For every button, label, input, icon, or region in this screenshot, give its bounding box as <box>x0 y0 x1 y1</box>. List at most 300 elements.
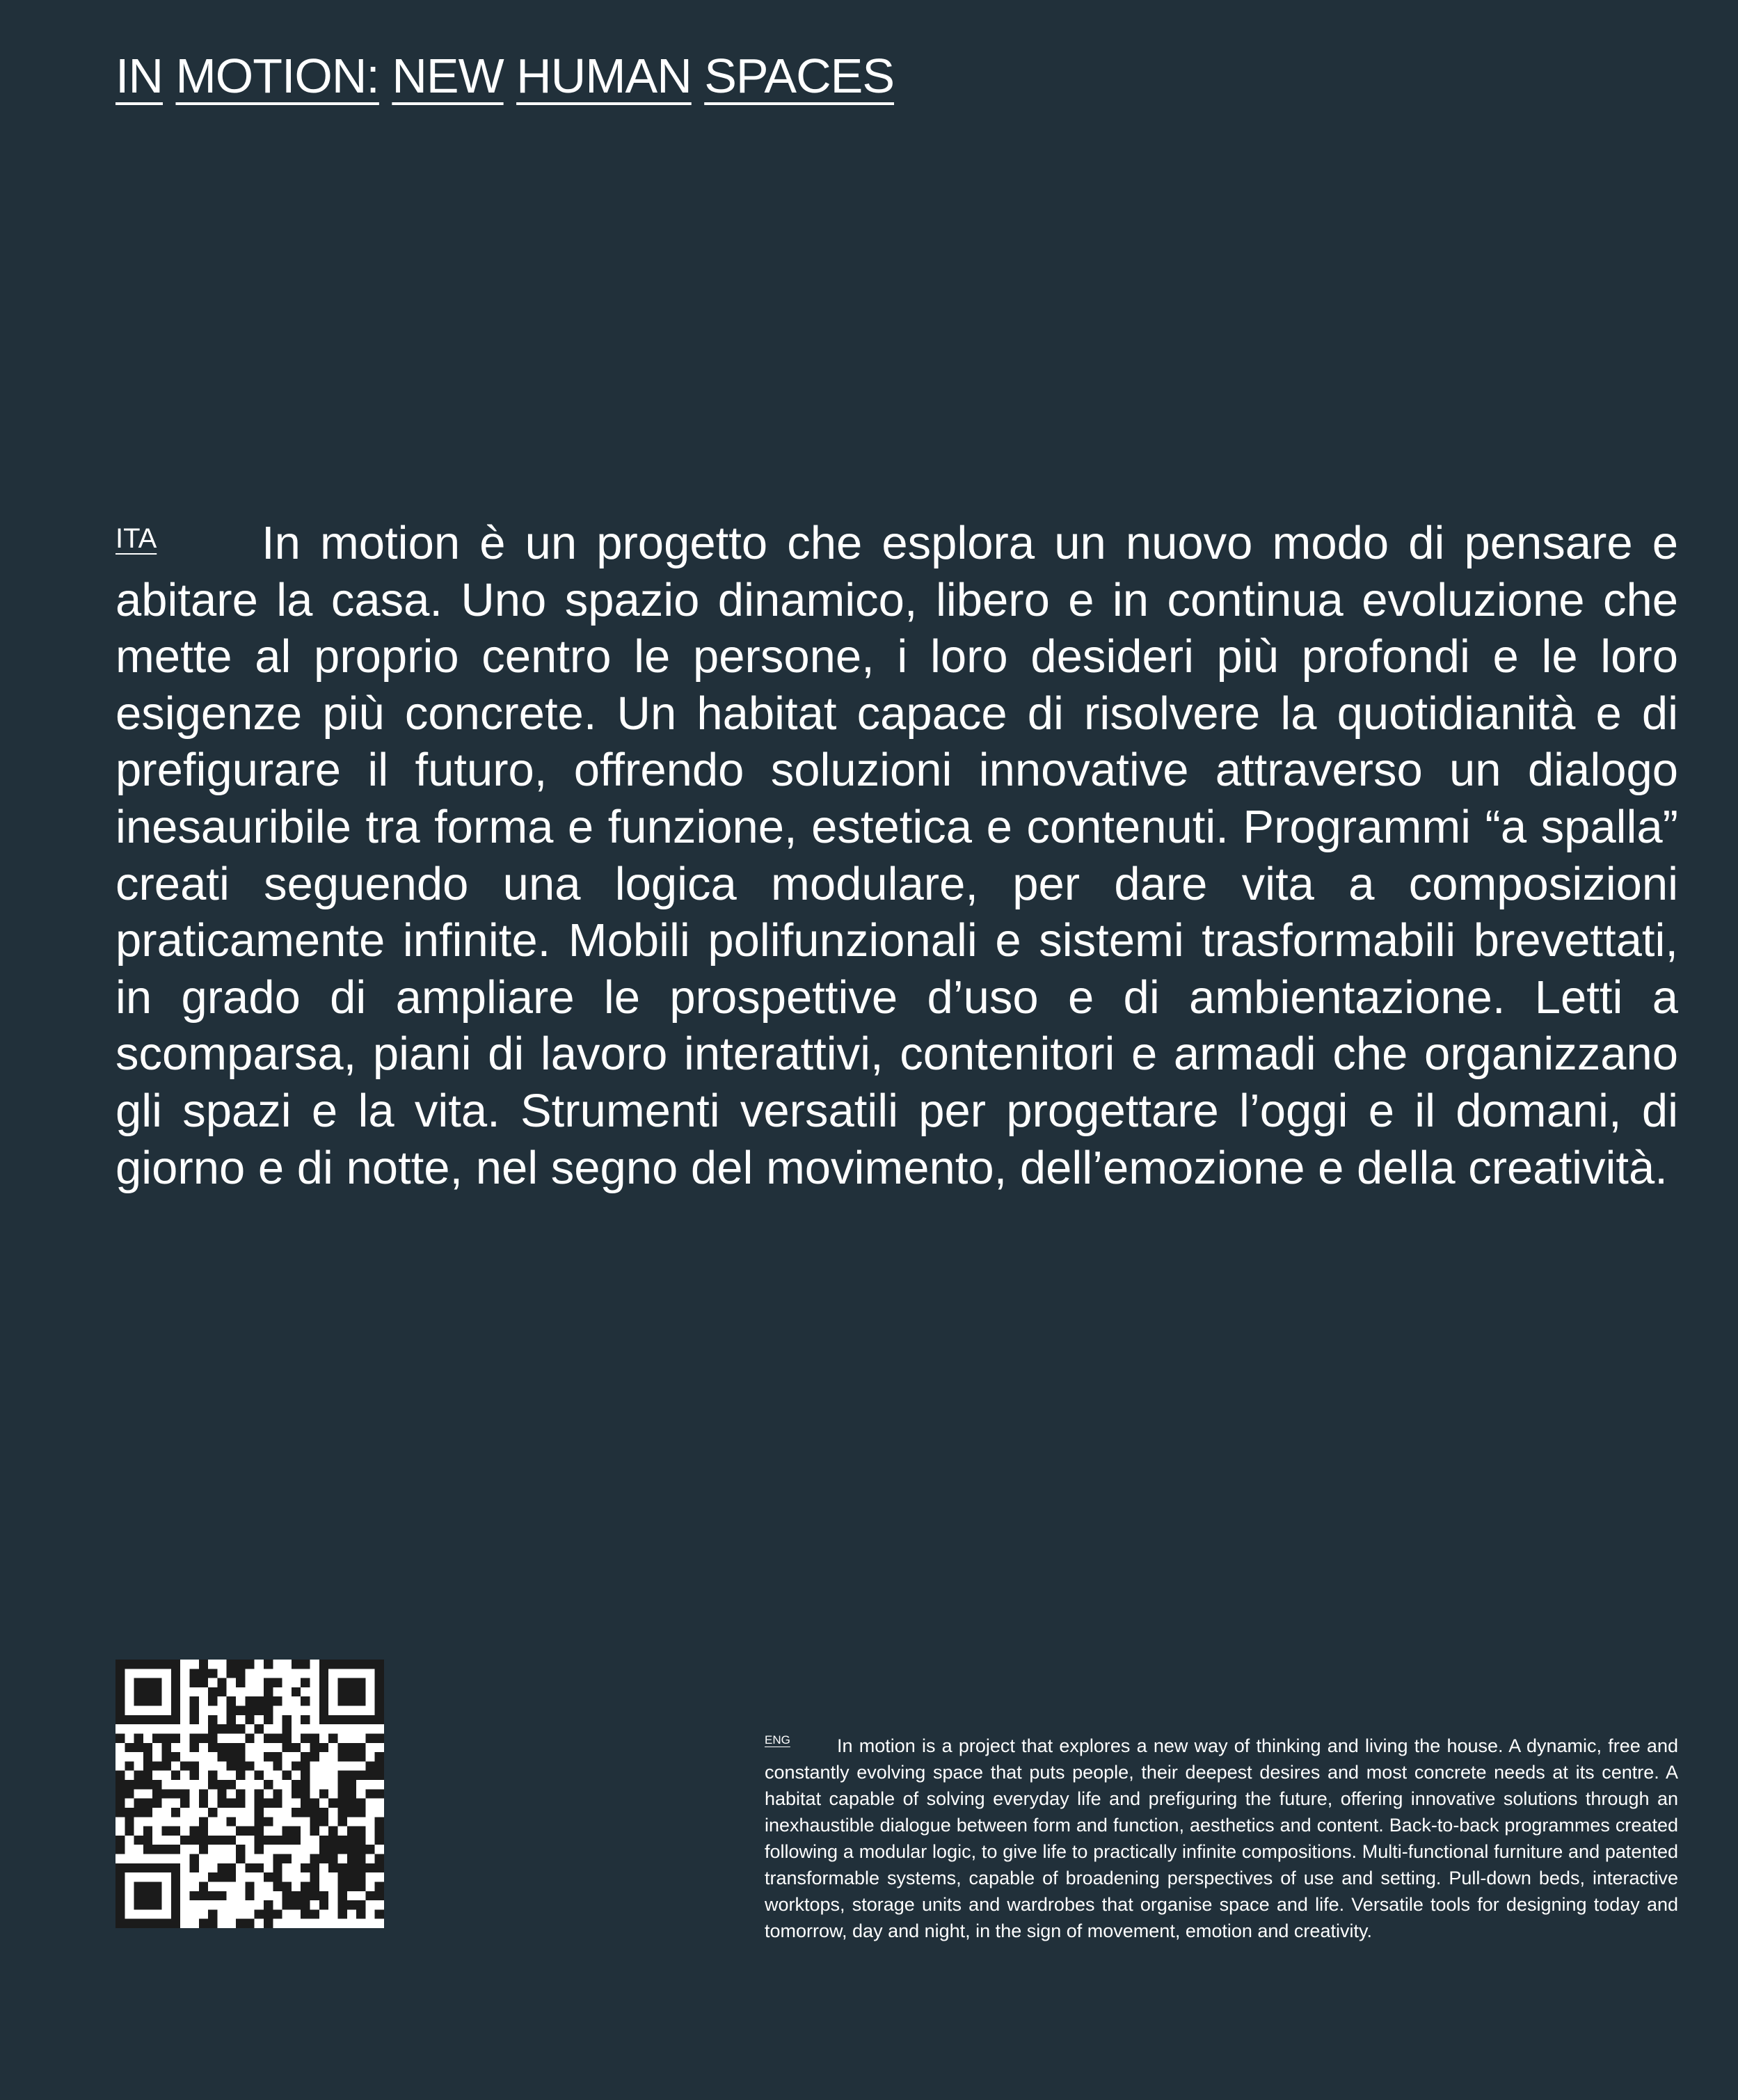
qr-module <box>208 1696 217 1705</box>
qr-module <box>245 1715 254 1724</box>
qr-module <box>319 1687 328 1696</box>
qr-module <box>152 1761 161 1770</box>
qr-module <box>319 1715 328 1724</box>
qr-module <box>125 1789 134 1798</box>
qr-module <box>199 1891 208 1900</box>
qr-module <box>273 1854 282 1863</box>
qr-module <box>328 1733 337 1742</box>
qr-module <box>347 1863 356 1872</box>
qr-module <box>199 1660 208 1669</box>
qr-module <box>301 1909 310 1918</box>
qr-module <box>125 1761 134 1770</box>
qr-module <box>199 1799 208 1808</box>
qr-module <box>208 1743 217 1752</box>
qr-module <box>125 1919 134 1928</box>
qr-module <box>356 1808 365 1817</box>
qr-module <box>162 1715 171 1724</box>
qr-module <box>171 1752 180 1761</box>
qr-module <box>365 1845 374 1854</box>
qr-module <box>189 1771 198 1780</box>
qr-module <box>115 1706 125 1715</box>
qr-module <box>375 1669 384 1678</box>
qr-module <box>301 1882 310 1891</box>
qr-module <box>152 1660 161 1669</box>
qr-module <box>143 1836 152 1845</box>
qr-module <box>292 1660 301 1669</box>
qr-module <box>115 1789 125 1798</box>
qr-module <box>292 1891 301 1900</box>
qr-module <box>134 1771 143 1780</box>
qr-module <box>347 1799 356 1808</box>
qr-module <box>347 1715 356 1724</box>
qr-module <box>245 1827 254 1836</box>
qr-module <box>375 1863 384 1872</box>
qr-module <box>199 1733 208 1742</box>
qr-module <box>365 1863 374 1872</box>
qr-module <box>337 1715 346 1724</box>
qr-module <box>319 1836 328 1845</box>
qr-module <box>217 1891 226 1900</box>
qr-module <box>208 1891 217 1900</box>
qr-module <box>356 1678 365 1687</box>
qr-module <box>162 1827 171 1836</box>
qr-module <box>282 1715 292 1724</box>
qr-module <box>347 1882 356 1891</box>
qr-module <box>264 1909 273 1918</box>
qr-module <box>365 1761 374 1770</box>
qr-module <box>310 1909 319 1918</box>
page-title <box>115 49 895 103</box>
qr-module <box>301 1771 310 1780</box>
qr-module <box>162 1761 171 1770</box>
qr-module <box>282 1854 292 1863</box>
qr-module <box>365 1660 374 1669</box>
qr-module <box>171 1827 180 1836</box>
qr-module <box>328 1827 337 1836</box>
qr-module <box>273 1752 282 1761</box>
qr-module <box>375 1854 384 1863</box>
qr-module <box>292 1743 301 1752</box>
qr-module <box>180 1799 189 1808</box>
qr-module <box>245 1891 254 1900</box>
qr-module <box>199 1919 208 1928</box>
qr-module <box>189 1678 198 1687</box>
qr-module <box>143 1919 152 1928</box>
qr-module <box>356 1715 365 1724</box>
qr-module <box>356 1845 365 1854</box>
qr-module <box>347 1696 356 1705</box>
qr-module <box>301 1761 310 1770</box>
qr-module <box>134 1919 143 1928</box>
qr-module <box>365 1891 374 1900</box>
qr-module <box>356 1752 365 1761</box>
qr-module <box>273 1836 282 1845</box>
qr-module <box>227 1780 236 1789</box>
qr-module <box>217 1863 226 1872</box>
qr-module <box>356 1836 365 1845</box>
qr-module <box>273 1872 282 1882</box>
qr-module <box>264 1715 273 1724</box>
qr-module <box>217 1724 226 1733</box>
qr-module <box>292 1780 301 1789</box>
qr-module <box>152 1678 161 1687</box>
qr-module <box>180 1761 189 1770</box>
qr-module <box>347 1854 356 1863</box>
qr-module <box>337 1845 346 1854</box>
qr-module <box>347 1789 356 1798</box>
qr-module <box>337 1678 346 1687</box>
qr-module <box>115 1872 125 1882</box>
qr-module <box>347 1743 356 1752</box>
qr-module <box>310 1854 319 1863</box>
qr-module <box>143 1863 152 1872</box>
qr-module <box>337 1780 346 1789</box>
title-word: MOTION: <box>175 49 379 103</box>
qr-module <box>236 1678 245 1687</box>
english-paragraph <box>765 1733 1678 1944</box>
qr-module <box>264 1799 273 1808</box>
qr-module <box>264 1752 273 1761</box>
qr-module <box>301 1799 310 1808</box>
title-word: HUMAN <box>516 49 692 103</box>
qr-module <box>189 1827 198 1836</box>
qr-module <box>171 1919 180 1928</box>
qr-module <box>319 1696 328 1705</box>
qr-module <box>337 1872 346 1882</box>
qr-module <box>264 1780 273 1789</box>
qr-module <box>189 1891 198 1900</box>
qr-module <box>347 1660 356 1669</box>
qr-module <box>162 1863 171 1872</box>
qr-module <box>143 1743 152 1752</box>
qr-module <box>199 1882 208 1891</box>
qr-module <box>356 1854 365 1863</box>
qr-module <box>375 1891 384 1900</box>
qr-module <box>319 1706 328 1715</box>
qr-module <box>208 1669 217 1678</box>
qr-module <box>264 1696 273 1705</box>
qr-module <box>134 1891 143 1900</box>
qr-module <box>125 1660 134 1669</box>
qr-module <box>236 1771 245 1780</box>
qr-module <box>189 1669 198 1678</box>
qr-module <box>328 1799 337 1808</box>
qr-module <box>337 1900 346 1909</box>
qr-module <box>143 1891 152 1900</box>
qr-module <box>134 1882 143 1891</box>
qr-module <box>319 1669 328 1678</box>
qr-module <box>125 1863 134 1872</box>
qr-module <box>143 1845 152 1854</box>
language-tag-ita: ITA <box>115 523 157 554</box>
qr-module <box>236 1827 245 1836</box>
qr-module <box>319 1817 328 1826</box>
qr-module <box>245 1706 254 1715</box>
qr-module <box>134 1743 143 1752</box>
qr-module <box>217 1789 226 1798</box>
qr-module <box>180 1836 189 1845</box>
qr-module <box>125 1808 134 1817</box>
qr-module <box>115 1919 125 1928</box>
qr-module <box>134 1678 143 1687</box>
qr-module <box>171 1733 180 1742</box>
qr-module <box>347 1827 356 1836</box>
qr-module <box>264 1900 273 1909</box>
qr-module <box>245 1733 254 1742</box>
qr-module <box>208 1872 217 1882</box>
qr-module <box>236 1799 245 1808</box>
title-word: IN <box>115 49 163 103</box>
title-word: NEW <box>392 49 504 103</box>
qr-module <box>227 1724 236 1733</box>
qr-module <box>337 1891 346 1900</box>
qr-module <box>208 1715 217 1724</box>
qr-module <box>356 1771 365 1780</box>
qr-module <box>236 1669 245 1678</box>
qr-module <box>134 1660 143 1669</box>
qr-module <box>375 1660 384 1669</box>
qr-module <box>115 1836 125 1845</box>
qr-module <box>301 1696 310 1705</box>
qr-module <box>245 1696 254 1705</box>
qr-module <box>347 1780 356 1789</box>
qr-module <box>208 1836 217 1845</box>
qr-module <box>245 1919 254 1928</box>
qr-module <box>134 1696 143 1705</box>
qr-module <box>115 1696 125 1705</box>
qr-module <box>282 1743 292 1752</box>
qr-module <box>143 1761 152 1770</box>
qr-module <box>273 1863 282 1872</box>
qr-module <box>217 1687 226 1696</box>
qr-module <box>375 1771 384 1780</box>
qr-module <box>264 1817 273 1826</box>
qr-module <box>301 1780 310 1789</box>
qr-module <box>282 1891 292 1900</box>
qr-module <box>347 1678 356 1687</box>
qr-module <box>255 1845 264 1854</box>
qr-module <box>143 1696 152 1705</box>
qr-module <box>227 1836 236 1845</box>
qr-module <box>199 1669 208 1678</box>
qr-module <box>310 1882 319 1891</box>
qr-module <box>227 1817 236 1826</box>
qr-module <box>134 1900 143 1909</box>
qr-module <box>125 1743 134 1752</box>
qr-module <box>375 1909 384 1918</box>
qr-module <box>143 1900 152 1909</box>
qr-module <box>273 1678 282 1687</box>
qr-module <box>337 1799 346 1808</box>
qr-module <box>255 1827 264 1836</box>
qr-module <box>208 1808 217 1817</box>
qr-module <box>375 1715 384 1724</box>
qr-module <box>171 1808 180 1817</box>
qr-module <box>356 1900 365 1909</box>
qr-module <box>273 1761 282 1770</box>
qr-module <box>365 1771 374 1780</box>
qr-module <box>236 1743 245 1752</box>
qr-module <box>301 1789 310 1798</box>
qr-module <box>310 1752 319 1761</box>
language-tag-eng: ENG <box>765 1733 790 1747</box>
qr-module <box>171 1872 180 1882</box>
qr-module <box>236 1724 245 1733</box>
qr-module <box>189 1761 198 1770</box>
qr-module <box>227 1715 236 1724</box>
qr-module <box>337 1836 346 1845</box>
qr-module <box>328 1854 337 1863</box>
qr-module <box>189 1733 198 1742</box>
qr-module <box>273 1909 282 1918</box>
qr-module <box>115 1687 125 1696</box>
qr-module <box>152 1882 161 1891</box>
qr-module <box>375 1789 384 1798</box>
qr-module <box>115 1780 125 1789</box>
qr-module <box>356 1863 365 1872</box>
qr-module <box>236 1752 245 1761</box>
qr-code[interactable] <box>115 1660 384 1928</box>
qr-module <box>310 1799 319 1808</box>
qr-module <box>199 1836 208 1845</box>
qr-module <box>255 1771 264 1780</box>
qr-module <box>301 1678 310 1687</box>
qr-module <box>301 1752 310 1761</box>
qr-module <box>273 1733 282 1742</box>
qr-module <box>227 1752 236 1761</box>
qr-module <box>310 1743 319 1752</box>
qr-module <box>347 1687 356 1696</box>
qr-module <box>115 1669 125 1678</box>
qr-module <box>255 1808 264 1817</box>
qr-module <box>217 1836 226 1845</box>
qr-module <box>143 1715 152 1724</box>
qr-module <box>264 1836 273 1845</box>
qr-module <box>337 1771 346 1780</box>
qr-module <box>282 1771 292 1780</box>
qr-module <box>319 1743 328 1752</box>
qr-module <box>162 1845 171 1854</box>
qr-module <box>180 1789 189 1798</box>
qr-module <box>217 1872 226 1882</box>
qr-module <box>134 1863 143 1872</box>
qr-module <box>301 1900 310 1909</box>
qr-module <box>199 1817 208 1826</box>
qr-module <box>365 1715 374 1724</box>
qr-module <box>189 1836 198 1845</box>
qr-module <box>171 1678 180 1687</box>
qr-module <box>337 1909 346 1918</box>
qr-module <box>282 1827 292 1836</box>
qr-module <box>301 1863 310 1872</box>
qr-module <box>337 1687 346 1696</box>
qr-module <box>171 1660 180 1669</box>
qr-module <box>273 1696 282 1705</box>
qr-module <box>255 1909 264 1918</box>
qr-module <box>245 1761 254 1770</box>
qr-module <box>319 1808 328 1817</box>
qr-module <box>189 1696 198 1705</box>
qr-module <box>375 1752 384 1761</box>
qr-module <box>152 1891 161 1900</box>
qr-module <box>375 1733 384 1742</box>
qr-module <box>115 1900 125 1909</box>
qr-module <box>152 1863 161 1872</box>
qr-module <box>217 1752 226 1761</box>
qr-module <box>337 1863 346 1872</box>
qr-module <box>292 1789 301 1798</box>
qr-module <box>273 1789 282 1798</box>
qr-module <box>171 1706 180 1715</box>
qr-module <box>310 1863 319 1872</box>
qr-module <box>255 1799 264 1808</box>
qr-module <box>171 1900 180 1909</box>
qr-module <box>337 1660 346 1669</box>
qr-module <box>125 1827 134 1836</box>
qr-module <box>189 1743 198 1752</box>
qr-module <box>171 1789 180 1798</box>
qr-module <box>282 1724 292 1733</box>
qr-module <box>134 1836 143 1845</box>
qr-module <box>115 1733 125 1742</box>
qr-module <box>356 1696 365 1705</box>
qr-module <box>171 1863 180 1872</box>
qr-module <box>375 1836 384 1845</box>
qr-module <box>282 1836 292 1845</box>
qr-module <box>134 1687 143 1696</box>
qr-module <box>319 1678 328 1687</box>
qr-module <box>208 1733 217 1742</box>
qr-module <box>227 1706 236 1715</box>
qr-module <box>375 1882 384 1891</box>
qr-module <box>375 1687 384 1696</box>
qr-module <box>264 1660 273 1669</box>
qr-module <box>162 1789 171 1798</box>
qr-module <box>337 1817 346 1826</box>
qr-module <box>143 1882 152 1891</box>
qr-module <box>152 1715 161 1724</box>
qr-module <box>115 1799 125 1808</box>
qr-module <box>264 1706 273 1715</box>
qr-module <box>236 1919 245 1928</box>
qr-module <box>162 1919 171 1928</box>
qr-module <box>125 1780 134 1789</box>
qr-module <box>236 1789 245 1798</box>
qr-module <box>347 1836 356 1845</box>
qr-module <box>199 1789 208 1798</box>
qr-module <box>301 1733 310 1742</box>
qr-module <box>171 1771 180 1780</box>
qr-module <box>255 1863 264 1872</box>
qr-module <box>310 1817 319 1826</box>
qr-module <box>337 1882 346 1891</box>
qr-module <box>227 1761 236 1770</box>
qr-module <box>143 1780 152 1789</box>
qr-module <box>115 1678 125 1687</box>
qr-module <box>356 1687 365 1696</box>
qr-module <box>199 1845 208 1854</box>
qr-module <box>319 1845 328 1854</box>
qr-module <box>310 1733 319 1742</box>
qr-module <box>134 1799 143 1808</box>
qr-module <box>217 1678 226 1687</box>
qr-module <box>162 1743 171 1752</box>
qr-module <box>282 1733 292 1742</box>
qr-module <box>143 1827 152 1836</box>
qr-module <box>292 1836 301 1845</box>
qr-module <box>208 1780 217 1789</box>
qr-module <box>375 1827 384 1836</box>
